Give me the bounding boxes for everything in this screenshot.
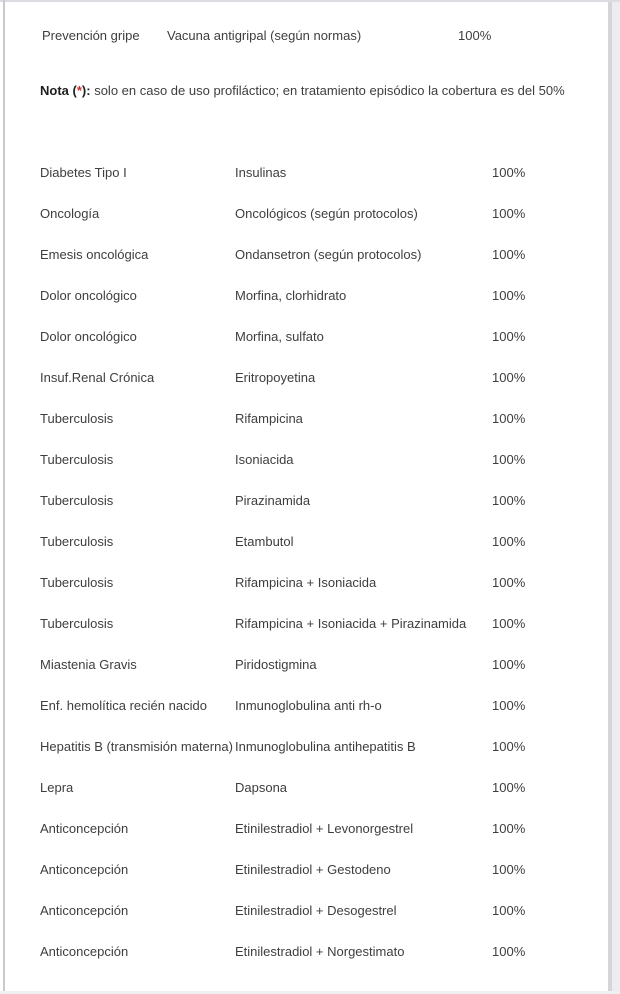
table-row — [0, 521, 608, 562]
coverage-cell: 100% — [492, 206, 526, 221]
condition-cell: Hepatitis B (transmisión materna) — [40, 739, 233, 754]
condition-cell: Anticoncepción — [40, 903, 129, 918]
condition-cell: Anticoncepción — [40, 862, 129, 877]
table-row — [0, 767, 608, 808]
medication-cell: Etinilestradiol + Levonorgestrel — [235, 821, 414, 836]
condition-cell: Enf. hemolítica recién nacido — [40, 698, 207, 713]
table-row-prevencion-gripe — [0, 28, 608, 44]
table-row — [0, 398, 608, 439]
medication-cell: Morfina, clorhidrato — [235, 288, 347, 303]
condition-cell: Dolor oncológico — [40, 288, 137, 303]
note-asterisk: * — [76, 83, 82, 98]
coverage-cell: 100% — [492, 370, 526, 385]
coverage-cell: 100% — [492, 411, 526, 426]
medication-cell: Piridostigmina — [235, 657, 317, 672]
coverage-cell: 100% — [492, 944, 526, 959]
medication-cell: Etinilestradiol + Norgestimato — [235, 944, 405, 959]
table-row — [0, 849, 608, 890]
table-row — [0, 726, 608, 767]
condition-cell: Oncología — [40, 206, 100, 221]
condition-cell: Anticoncepción — [40, 821, 129, 836]
condition-cell: Anticoncepción — [40, 944, 129, 959]
table-row — [0, 357, 608, 398]
medication-cell: Dapsona — [235, 780, 288, 795]
coverage-cell: 100% — [492, 862, 526, 877]
coverage-cell: 100% — [492, 657, 526, 672]
medication-cell: Insulinas — [235, 165, 287, 180]
coverage-cell: 100% — [492, 288, 526, 303]
condition-cell: Prevención gripe — [42, 28, 140, 43]
coverage-cell: 100% — [492, 903, 526, 918]
coverage-cell: 100% — [492, 698, 526, 713]
condition-cell: Tuberculosis — [40, 534, 114, 549]
table-row — [0, 439, 608, 480]
note-text: solo en caso de uso profiláctico; en tratamiento episódico la cobertura es del 50% — [94, 83, 565, 98]
condition-cell: Dolor oncológico — [40, 329, 137, 344]
table-row — [0, 234, 608, 275]
table-row — [0, 480, 608, 521]
condition-cell: Tuberculosis — [40, 575, 114, 590]
note-label-close: ): — [81, 83, 91, 98]
table-row — [0, 890, 608, 931]
coverage-cell: 100% — [458, 28, 492, 43]
condition-cell: Lepra — [40, 780, 74, 795]
table-row — [0, 685, 608, 726]
table-row — [0, 644, 608, 685]
coverage-cell: 100% — [492, 329, 526, 344]
coverage-cell: 100% — [492, 165, 526, 180]
coverage-table — [0, 152, 608, 972]
medication-cell: Ondansetron (según protocolos) — [235, 247, 422, 262]
coverage-cell: 100% — [492, 821, 526, 836]
medication-cell: Etinilestradiol + Desogestrel — [235, 903, 397, 918]
note-label-open: Nota ( — [40, 83, 77, 98]
table-row — [0, 193, 608, 234]
condition-cell: Emesis oncológica — [40, 247, 149, 262]
medication-cell: Inmunoglobulina anti rh-o — [235, 698, 382, 713]
coverage-cell: 100% — [492, 575, 526, 590]
condition-cell: Tuberculosis — [40, 493, 114, 508]
medication-cell: Etinilestradiol + Gestodeno — [235, 862, 391, 877]
medication-cell: Rifampicina — [235, 411, 303, 426]
condition-cell: Insuf.Renal Crónica — [40, 370, 155, 385]
medication-cell: Eritropoyetina — [235, 370, 316, 385]
table-row — [0, 152, 608, 193]
note-label — [40, 83, 91, 98]
medication-cell: Rifampicina + Isoniacida — [235, 575, 377, 590]
condition-cell: Diabetes Tipo I — [40, 165, 127, 180]
coverage-cell: 100% — [492, 780, 526, 795]
condition-cell: Tuberculosis — [40, 616, 114, 631]
coverage-cell: 100% — [492, 616, 526, 631]
table-row — [0, 808, 608, 849]
page-top-edge — [0, 0, 620, 2]
table-row — [0, 603, 608, 644]
table-row — [0, 562, 608, 603]
medication-cell: Vacuna antigripal (según normas) — [167, 28, 362, 43]
condition-cell: Tuberculosis — [40, 452, 114, 467]
medication-cell: Etambutol — [235, 534, 294, 549]
condition-cell: Tuberculosis — [40, 411, 114, 426]
page-right-margin — [612, 0, 620, 994]
coverage-cell: 100% — [492, 739, 526, 754]
table-row — [0, 275, 608, 316]
condition-cell: Miastenia Gravis — [40, 657, 137, 672]
note — [40, 82, 606, 99]
coverage-cell: 100% — [492, 534, 526, 549]
coverage-cell: 100% — [492, 452, 526, 467]
medication-cell: Rifampicina + Isoniacida + Pirazinamida — [235, 616, 467, 631]
table-row — [0, 931, 608, 972]
medication-cell: Oncológicos (según protocolos) — [235, 206, 418, 221]
medication-cell: Isoniacida — [235, 452, 294, 467]
medication-cell: Pirazinamida — [235, 493, 311, 508]
coverage-cell: 100% — [492, 493, 526, 508]
medication-cell: Morfina, sulfato — [235, 329, 324, 344]
medication-cell: Inmunoglobulina antihepatitis B — [235, 739, 416, 754]
coverage-cell: 100% — [492, 247, 526, 262]
table-row — [0, 316, 608, 357]
